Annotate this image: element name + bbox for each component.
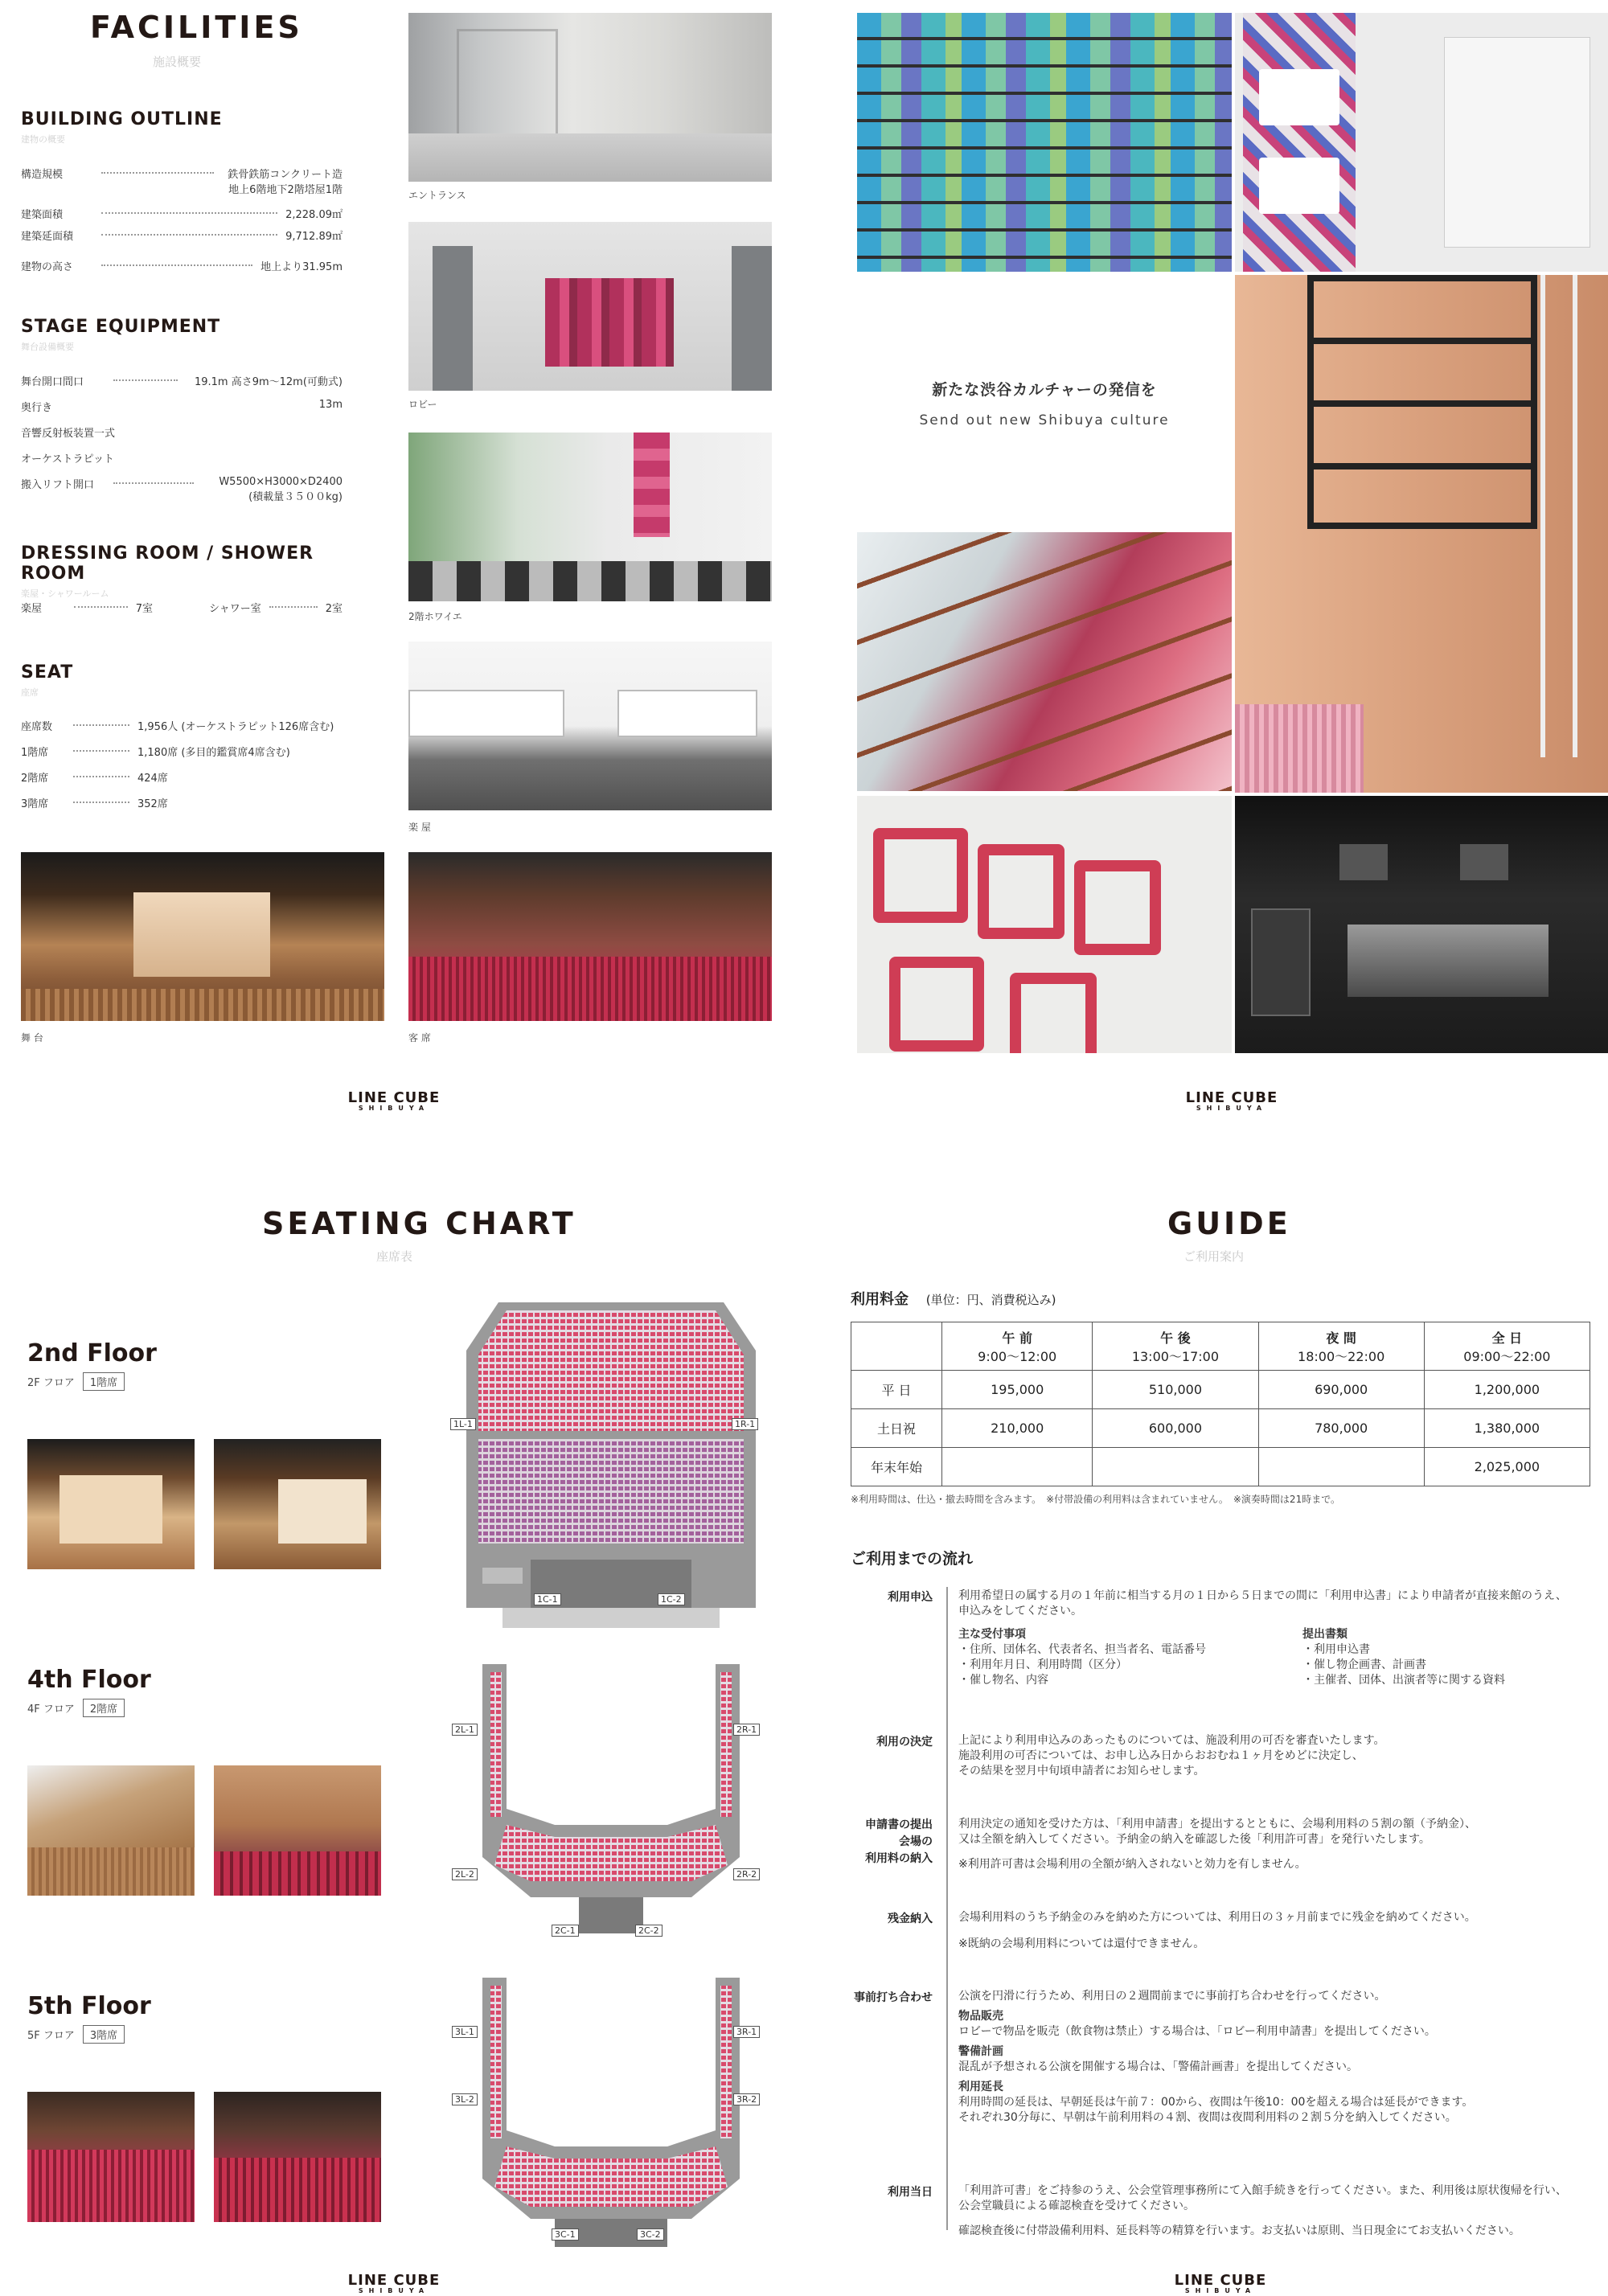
flow-heading-line: 利用料の納入 xyxy=(865,1852,933,1865)
fee-col-name: 午 後 xyxy=(1160,1330,1191,1346)
spec-label: 搬入リフト開口 xyxy=(21,479,95,491)
floor-name: 2nd Floor xyxy=(27,1339,157,1367)
fee-cell: 690,000 xyxy=(1258,1371,1424,1409)
spec-value: 9,712.89㎡ xyxy=(285,231,343,243)
flow-note: ※既納の会場利用料については還付できません。 xyxy=(958,1937,1205,1950)
dressing-room-signs-photo xyxy=(1235,13,1608,272)
spec-label: 音響反射板装置一式 xyxy=(21,428,116,440)
spec-label: 舞台開口間口 xyxy=(21,376,84,388)
seat-row xyxy=(21,769,351,785)
logo-line2: SHIBUYA xyxy=(358,2287,430,2294)
stage-equipment-heading: STAGE EQUIPMENT xyxy=(21,317,221,337)
flow-pre-text xyxy=(958,1989,1594,2126)
fee-cell xyxy=(1258,1448,1424,1486)
fee-row xyxy=(851,1409,1590,1448)
flow-divider xyxy=(946,1587,948,2230)
flow-text: 施設利用の可否については、お申し込み日からおおむね１ヶ月をめどに決定し、 xyxy=(958,1749,1364,1762)
fee-col-name: 午 前 xyxy=(1002,1330,1032,1346)
fee-cell: 600,000 xyxy=(1093,1409,1258,1448)
floor-sub: 2F フロア xyxy=(27,1377,75,1389)
photo-caption: 楽 屋 xyxy=(408,822,431,833)
fee-col-name: 夜 間 xyxy=(1326,1330,1356,1346)
floor-4-block xyxy=(27,1666,151,1717)
seat-map-floor-1 xyxy=(450,1286,772,1632)
culture-line2: Send out new Shibuya culture xyxy=(919,412,1170,428)
culture-message xyxy=(857,378,1232,428)
fee-row xyxy=(851,1448,1590,1486)
flow-text: ロビーで物品を販売（飲食物は禁止）する場合は、「ロビー利用申請書」を提出してください。 xyxy=(958,2025,1436,2038)
seat-label: 2R-1 xyxy=(733,1724,760,1736)
spec-row xyxy=(21,476,343,503)
fee-note: ※利用時間は、仕込・撤去時間を含みます。 ※付帯設備の利用料は含まれていません。 ※演奏時間は21時まで。 xyxy=(851,1494,1340,1505)
seating-title: SEATING CHART xyxy=(262,1206,576,1241)
spec-label: 建物の高さ xyxy=(21,261,74,273)
fee-col-time: 09:00〜22:00 xyxy=(1463,1348,1551,1364)
seat-label: 3R-2 xyxy=(733,2093,760,2105)
flow-decide-text xyxy=(958,1733,1594,1779)
fee-col-time: 18:00〜22:00 xyxy=(1298,1348,1385,1364)
dressing-value: 7室 xyxy=(135,603,153,615)
fee-col-name: 全 日 xyxy=(1491,1330,1523,1346)
floor-5-photo-2 xyxy=(214,2092,381,2222)
seat-label: 3L-1 xyxy=(452,2026,478,2038)
seat-label: 2C-2 xyxy=(635,1925,662,1937)
guide-title: GUIDE xyxy=(1167,1206,1291,1241)
photo-caption: エントランス xyxy=(408,190,466,201)
seat-label: 2C-1 xyxy=(552,1925,579,1937)
building-outline-section xyxy=(21,109,343,146)
flow-heading: 利用当日 xyxy=(888,2186,933,2199)
dressing-photo xyxy=(408,642,772,810)
seat-sub: 座席 xyxy=(21,687,39,698)
seat-row xyxy=(21,795,351,810)
facilities-subtitle: 施設概要 xyxy=(153,55,202,69)
spec-row xyxy=(21,450,343,465)
seat-label: 1C-2 xyxy=(658,1593,685,1605)
fee-cell: 780,000 xyxy=(1258,1409,1424,1448)
seat-map-floor-2 xyxy=(450,1664,772,1937)
spec-label: 構造規模 xyxy=(21,169,64,181)
photo-caption: ロビー xyxy=(408,399,437,410)
dressing-heading: DRESSING ROOM / SHOWER ROOM xyxy=(21,543,314,584)
fee-unit: (単位：円、消費税込み) xyxy=(925,1293,1056,1307)
stage-equipment-sub: 舞台設備概要 xyxy=(21,342,74,352)
fee-row-label: 平 日 xyxy=(851,1371,942,1409)
seat-label: 座席数 xyxy=(21,721,53,733)
flow-subheading: 利用延長 xyxy=(958,2081,1003,2093)
seat-map-floor-3 xyxy=(450,1978,772,2251)
flow-text: 公会堂職員による確認検査を受けてください。 xyxy=(958,2200,1195,2212)
flow-text: 「利用許可書」をご持参のうえ、公会堂管理事務所にて入館手続きを行ってください。また、利用後は原状復帰を行い、 xyxy=(958,2184,1567,2197)
floor-name: 4th Floor xyxy=(27,1666,151,1694)
floor-5-photo-1 xyxy=(27,2092,195,2222)
spec-row xyxy=(21,258,343,273)
flow-title: ご利用までの流れ xyxy=(851,1550,974,1568)
seat-row xyxy=(21,718,351,733)
spec-label: 奥行き xyxy=(21,402,53,414)
fee-corner xyxy=(851,1322,942,1371)
logo-line1: LINE CUBE xyxy=(1185,1089,1278,1106)
flow-subheading: 主な受付事項 xyxy=(958,1628,1026,1641)
fee-col-header xyxy=(1093,1322,1258,1371)
fee-col-time: 13:00〜17:00 xyxy=(1131,1348,1220,1364)
seat-value: 1,956人 (オーケストラピット126席含む) xyxy=(137,721,334,733)
floor-2-photo-1 xyxy=(27,1439,195,1569)
flow-heading: 利用申込 xyxy=(888,1591,933,1604)
seat-label: 1L-1 xyxy=(450,1418,476,1430)
floor-name: 5th Floor xyxy=(27,1992,151,2020)
foyer-photo xyxy=(408,433,772,601)
seat-row xyxy=(21,744,351,759)
fee-row xyxy=(851,1371,1590,1409)
shower-value: 2室 xyxy=(325,603,343,615)
seat-label: 3L-2 xyxy=(452,2093,478,2105)
spec-value2: (積載量３５００kg) xyxy=(248,491,343,503)
floor-sub: 5F フロア xyxy=(27,2030,75,2042)
fee-row-label: 土日祝 xyxy=(851,1409,942,1448)
culture-line1: 新たな渋谷カルチャーの発信を xyxy=(932,381,1157,399)
flow-text: 又は全額を納入してください。予納金の納入を確認した後「利用許可書」を発行いたします。 xyxy=(958,1833,1430,1846)
floor-2-block xyxy=(27,1339,157,1391)
photo-caption: 客 席 xyxy=(408,1032,431,1043)
flow-subheading: 警備計画 xyxy=(958,2045,1003,2058)
spec-row xyxy=(21,373,343,388)
photo-caption: 舞 台 xyxy=(21,1032,43,1043)
fee-col-header xyxy=(1258,1322,1424,1371)
flow-text: その結果を翌月中旬頃申請者にお知らせします。 xyxy=(958,1765,1205,1777)
floor-4-photo-1 xyxy=(27,1765,195,1896)
fee-cell: 195,000 xyxy=(942,1371,1093,1409)
photo-caption: 2階ホワイエ xyxy=(408,611,462,622)
flow-heading: 利用の決定 xyxy=(876,1736,933,1749)
flow-text: 利用希望日の属する月の１年前に相当する月の１日から５日までの間に「利用申込書」により申請者が直接来館のうえ、 xyxy=(958,1589,1567,1602)
spec-value: 鉄骨鉄筋コンクリート造 xyxy=(228,169,343,181)
fee-cell xyxy=(942,1448,1093,1486)
flow-apply-text xyxy=(958,1589,1594,1688)
seat-label: 2階席 xyxy=(21,773,49,785)
flow-item: ・利用申込書 xyxy=(1302,1643,1370,1656)
spec-value: 地上より31.95m xyxy=(260,261,343,273)
flow-text: 確認検査後に付帯設備利用料、延長料等の精算を行います。お支払いは原則、当日現金にてお支払いください。 xyxy=(958,2224,1520,2237)
seat-label: 2L-2 xyxy=(452,1868,478,1880)
fee-table xyxy=(851,1322,1590,1486)
fee-heading xyxy=(851,1288,1056,1309)
fee-cell: 510,000 xyxy=(1093,1371,1258,1409)
stage-equipment-section xyxy=(21,317,343,353)
flow-item: ・催し物企画書、計画書 xyxy=(1302,1658,1426,1671)
spec-row xyxy=(21,166,343,196)
seat-label: 1C-1 xyxy=(534,1593,561,1605)
red-panel-wall-photo xyxy=(857,532,1232,791)
seat-label: 3R-1 xyxy=(733,2026,760,2038)
flow-text: 利用決定の通知を受けた方は、「利用申請書」を提出するとともに、会場利用料の５割の額（予納金）、 xyxy=(958,1818,1476,1831)
entrance-photo xyxy=(408,13,772,182)
spec-label: オーケストラピット xyxy=(21,453,114,465)
flow-heading xyxy=(844,1817,933,1868)
seat-value: 424席 xyxy=(137,773,168,785)
logo-line2: SHIBUYA xyxy=(1196,1105,1268,1112)
spec-row xyxy=(21,206,343,221)
flow-item: ・住所、団体名、代表者名、担当者名、電話番号 xyxy=(958,1643,1206,1656)
building-outline-sub: 建物の概要 xyxy=(21,134,65,145)
building-outline-heading: BUILDING OUTLINE xyxy=(21,109,223,129)
flow-text: 公演を円滑に行うため、利用日の２週間前までに事前打ち合わせを行ってください。 xyxy=(958,1990,1386,2003)
dressing-row xyxy=(21,600,343,615)
seat-label: 2R-2 xyxy=(733,1868,760,1880)
flow-subheading: 物品販売 xyxy=(958,2010,1003,2023)
seat-value: 1,180席 (多目的鑑賞席4席含む) xyxy=(137,747,290,759)
logo-line2: SHIBUYA xyxy=(1184,2287,1257,2294)
flow-text: 混乱が予想される公演を開催する場合は、「警備計画書」を提出してください。 xyxy=(958,2060,1358,2073)
flow-heading-line: 申請書の提出 xyxy=(865,1818,933,1831)
seat-label: 2L-1 xyxy=(452,1724,478,1736)
fee-cell: 1,380,000 xyxy=(1424,1409,1590,1448)
logo xyxy=(346,2272,442,2294)
dressing-section xyxy=(21,543,359,600)
fee-cell xyxy=(1093,1448,1258,1486)
fee-row-label: 年末年始 xyxy=(851,1448,942,1486)
spec-value: 13m xyxy=(318,399,343,411)
floor-2-photo-2 xyxy=(214,1439,381,1569)
logo-line1: LINE CUBE xyxy=(347,1089,441,1106)
seat-section xyxy=(21,662,343,699)
fee-cell: 2,025,000 xyxy=(1424,1448,1590,1486)
spec-value: 2,228.09㎡ xyxy=(285,209,343,221)
flow-text: 上記により利用申込みのあったものについては、施設利用の可否を審査いたします。 xyxy=(958,1734,1385,1747)
glass-facade-photo xyxy=(857,13,1232,272)
flow-text: 申込みをしてください。 xyxy=(958,1605,1082,1617)
flow-balance-text xyxy=(958,1910,1594,1952)
logo xyxy=(346,1089,442,1112)
spec-row xyxy=(21,399,343,414)
floor-badge: 2階席 xyxy=(83,1699,125,1717)
fee-cell: 1,200,000 xyxy=(1424,1371,1590,1409)
floor-sub: 4F フロア xyxy=(27,1704,75,1716)
spec-value: 19.1m 高さ9m〜12m(可動式) xyxy=(194,376,343,388)
shower-label: シャワー室 xyxy=(208,603,261,615)
seat-label: 3C-2 xyxy=(637,2228,664,2241)
spec-value: W5500×H3000×D2400 xyxy=(219,476,343,488)
flow-note: ※利用許可書は会場利用の全額が納入されないと効力を有しません。 xyxy=(958,1858,1306,1871)
spec-row xyxy=(21,228,343,243)
dressing-sub: 楽屋・シャワールーム xyxy=(21,588,109,599)
seat-label: 3階席 xyxy=(21,798,49,810)
lighting-rig-photo xyxy=(1235,275,1608,793)
fee-title: 利用料金 xyxy=(851,1291,909,1308)
stage-photo xyxy=(21,852,384,1021)
flow-text: 会場利用料のうち予納金のみを納めた方については、利用日の３ヶ月前までに残金を納めてください。 xyxy=(958,1911,1476,1924)
fee-col-header xyxy=(1424,1322,1590,1371)
flow-submit-text xyxy=(958,1817,1594,1872)
seat-heading: SEAT xyxy=(21,662,74,683)
flow-text: それぞれ30分毎に、早朝は午前利用料の４割、夜間は夜間利用料の２割５分を納入してください。 xyxy=(958,2111,1457,2124)
logo-line1: LINE CUBE xyxy=(1174,2272,1267,2289)
lobby-photo xyxy=(408,222,772,391)
flow-subheading: 提出書類 xyxy=(1302,1628,1348,1641)
sign-letters-photo xyxy=(857,796,1232,1053)
fee-cell: 210,000 xyxy=(942,1409,1093,1448)
flow-text: 利用時間の延長は、早朝延長は午前７：00から、夜間は午後10：00を超える場合は延長ができます。 xyxy=(958,2096,1474,2109)
spec-value2: 地上6階地下2階塔屋1階 xyxy=(228,184,343,196)
floor-5-block xyxy=(27,1992,151,2044)
flow-item: ・催し物名、内容 xyxy=(958,1674,1048,1687)
logo xyxy=(1183,1089,1280,1112)
logo-line2: SHIBUYA xyxy=(358,1105,430,1112)
fee-col-time: 9:00〜12:00 xyxy=(978,1348,1057,1364)
spec-label: 建築面積 xyxy=(21,209,64,221)
flow-item: ・主催者、団体、出演者等に関する資料 xyxy=(1302,1674,1505,1687)
seat-label: 3C-1 xyxy=(552,2228,579,2241)
logo-line1: LINE CUBE xyxy=(347,2272,441,2289)
facilities-title: FACILITIES xyxy=(90,10,303,45)
seat-value: 352席 xyxy=(137,798,168,810)
seat-label: 1階席 xyxy=(21,747,49,759)
spec-label: 建築延面積 xyxy=(21,231,74,243)
flow-item: ・利用年月日、利用時間（区分） xyxy=(958,1658,1127,1671)
fee-col-header xyxy=(942,1322,1093,1371)
floor-badge: 1階席 xyxy=(83,1372,125,1391)
flow-heading: 事前打ち合わせ xyxy=(854,1991,933,2004)
auditorium-photo xyxy=(408,852,772,1021)
seating-subtitle: 座席表 xyxy=(376,1249,413,1264)
flow-heading-line: 会場の xyxy=(899,1835,933,1848)
floor-badge: 3階席 xyxy=(83,2025,125,2044)
guide-subtitle: ご利用案内 xyxy=(1183,1249,1245,1264)
flow-day-text xyxy=(958,2183,1594,2239)
dressing-label: 楽屋 xyxy=(21,603,43,615)
spec-row xyxy=(21,424,343,440)
flow-heading: 残金納入 xyxy=(888,1913,933,1925)
seat-label: 1R-1 xyxy=(732,1418,758,1430)
control-room-photo xyxy=(1235,796,1608,1053)
floor-4-photo-2 xyxy=(214,1765,381,1896)
logo xyxy=(1172,2272,1269,2294)
